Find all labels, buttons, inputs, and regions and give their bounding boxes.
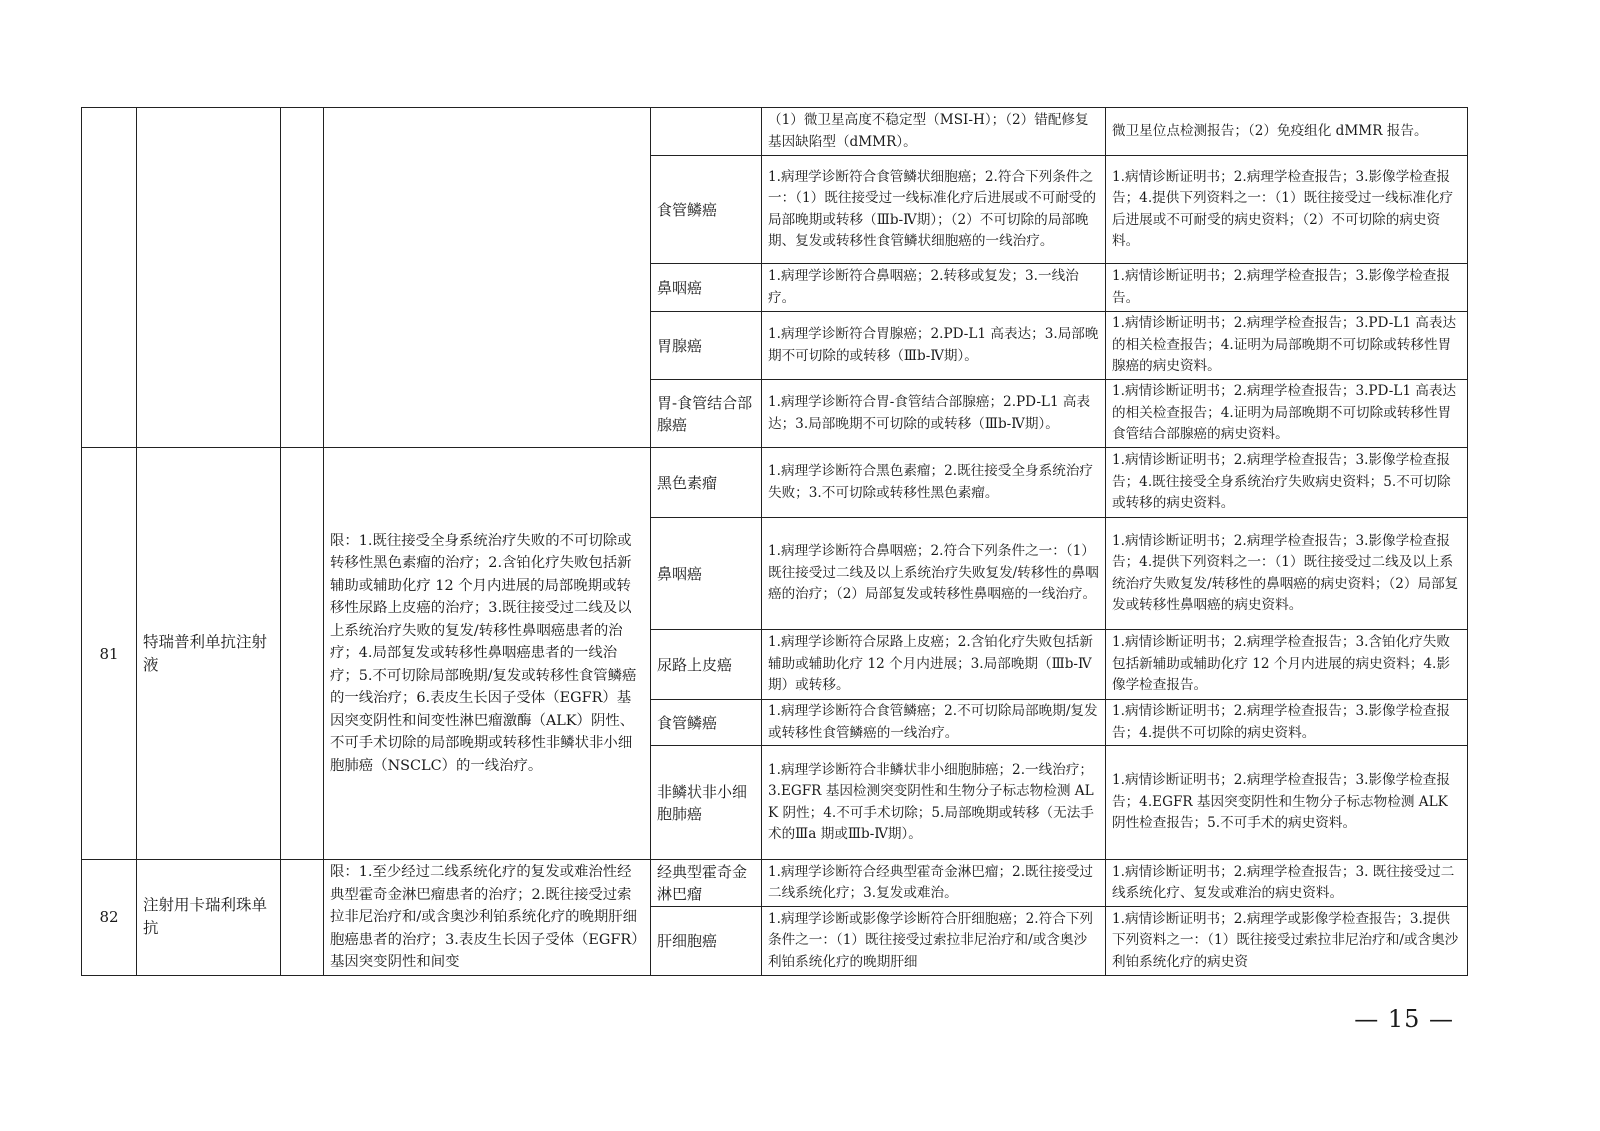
- blank-cell: [281, 448, 324, 860]
- condition-cell: 1.病理学诊断符合经典型霍奇金淋巴瘤；2.既往接受过二线系统化疗；3.复发或难治。: [762, 860, 1106, 907]
- blank-cell: [281, 108, 324, 448]
- documents-cell: 1.病情诊断证明书；2.病理学检查报告；3.PD-L1 高表达的相关检查报告；4.证明为局部晚期不可切除或转移性胃食管结合部腺癌的病史资料。: [1106, 380, 1468, 448]
- table-row: [82, 108, 1468, 156]
- drug-name-cell: 特瑞普利单抗注射液: [137, 448, 281, 860]
- disease-cell: 黑色素瘤: [651, 448, 762, 518]
- index-cell: [82, 108, 137, 448]
- documents-cell: 1.病情诊断证明书；2.病理学检查报告；3.PD-L1 高表达的相关检查报告；4.证明为局部晚期不可切除或转移性胃腺癌的病史资料。: [1106, 312, 1468, 380]
- condition-cell: 1.病理学诊断符合黑色素瘤；2.既往接受全身系统治疗失败；3.不可切除或转移性黑色素瘤。: [762, 448, 1106, 518]
- disease-cell: 鼻咽癌: [651, 264, 762, 312]
- condition-cell: 1.病理学诊断符合胃-食管结合部腺癌；2.PD-L1 高表达；3.局部晚期不可切除的或转移（Ⅲb-Ⅳ期）。: [762, 380, 1106, 448]
- disease-cell: 肝细胞癌: [651, 907, 762, 975]
- documents-cell: 微卫星位点检测报告；（2）免疫组化 dMMR 报告。: [1106, 108, 1468, 156]
- documents-cell: 1.病情诊断证明书；2.病理学检查报告；3.影像学检查报告；4.提供下列资料之一：（1）既往接受过一线标准化疗后进展或不可耐受的病史资料；（2）不可切除的病史资料。: [1106, 156, 1468, 264]
- disease-cell: 经典型霍奇金淋巴瘤: [651, 860, 762, 907]
- disease-cell: 尿路上皮癌: [651, 630, 762, 700]
- documents-cell: 1.病情诊断证明书；2.病理学检查报告；3.影像学检查报告；4.提供不可切除的病史资料。: [1106, 700, 1468, 746]
- index-cell: 82: [82, 860, 137, 976]
- condition-cell: 1.病理学诊断符合非鳞状非小细胞肺癌；2.一线治疗；3.EGFR 基因检测突变阴性和生物分子标志物检测 ALK 阴性；4.不可手术切除；5.局部晚期或转移（无法手术的Ⅲa 期或Ⅲb-Ⅳ期）。: [762, 746, 1106, 860]
- disease-cell: 食管鳞癌: [651, 700, 762, 746]
- drug-name-cell: [137, 108, 281, 448]
- condition-cell: 1.病理学诊断符合胃腺癌；2.PD-L1 高表达；3.局部晚期不可切除的或转移（Ⅲb-Ⅳ期）。: [762, 312, 1106, 380]
- drug-table: [81, 107, 1468, 976]
- disease-cell: 胃腺癌: [651, 312, 762, 380]
- disease-cell: 非鳞状非小细胞肺癌: [651, 746, 762, 860]
- blank-cell: [281, 860, 324, 976]
- documents-cell: 1.病情诊断证明书；2.病理学检查报告；3.影像学检查报告。: [1106, 264, 1468, 312]
- condition-cell: 1.病理学诊断符合尿路上皮癌；2.含铂化疗失败包括新辅助或辅助化疗 12 个月内进展；3.局部晚期（Ⅲb-Ⅳ期）或转移。: [762, 630, 1106, 700]
- condition-cell: 1.病理学诊断符合鼻咽癌；2.转移或复发；3.一线治疗。: [762, 264, 1106, 312]
- drug-name-cell: 注射用卡瑞利珠单抗: [137, 860, 281, 976]
- scope-cell: 限：1.既往接受全身系统治疗失败的不可切除或转移性黑色素瘤的治疗；2.含铂化疗失败包括新辅助或辅助化疗 12 个月内进展的局部晚期或转移性尿路上皮癌的治疗；3.既往接受过二线及以上系统治疗失败的复发/转移性鼻咽癌患者的治疗；4.局部复发或转移性鼻咽癌患者的一线治疗；5.不可切除局部晚期/复发或转移性食管鳞癌的一线治疗；6.表皮生长因子受体（EGFR）基因突变阴性和间变性淋巴瘤激酶（ALK）阴性、不可手术切除的局部晚期或转移性非鳞状非小细胞肺癌（NSCLC）的一线治疗。: [324, 448, 651, 860]
- documents-cell: 1.病情诊断证明书；2.病理学检查报告；3. 既往接受过二线系统化疗、复发或难治的病史资料。: [1106, 860, 1468, 907]
- condition-cell: 1.病理学诊断或影像学诊断符合肝细胞癌；2.符合下列条件之一：（1）既往接受过索拉非尼治疗和/或含奥沙利铂系统化疗的晚期肝细: [762, 907, 1106, 975]
- scope-cell: [324, 108, 651, 448]
- table-row: [82, 860, 1468, 907]
- documents-cell: 1.病情诊断证明书；2.病理学检查报告；3.含铂化疗失败包括新辅助或辅助化疗 12 个月内进展的病史资料；4.影像学检查报告。: [1106, 630, 1468, 700]
- documents-cell: 1.病情诊断证明书；2.病理学检查报告；3.影像学检查报告；4.既往接受全身系统治疗失败病史资料；5.不可切除或转移的病史资料。: [1106, 448, 1468, 518]
- disease-cell: 鼻咽癌: [651, 518, 762, 630]
- condition-cell: （1）微卫星高度不稳定型（MSI-H）；（2）错配修复基因缺陷型（dMMR）。: [762, 108, 1106, 156]
- page-number: — 15 —: [1354, 1005, 1454, 1033]
- condition-cell: 1.病理学诊断符合鼻咽癌；2.符合下列条件之一：（1）既往接受过二线及以上系统治疗失败复发/转移性的鼻咽癌的治疗；（2）局部复发或转移性鼻咽癌的一线治疗。: [762, 518, 1106, 630]
- disease-cell: 食管鳞癌: [651, 156, 762, 264]
- index-cell: 81: [82, 448, 137, 860]
- scope-cell: 限：1.至少经过二线系统化疗的复发或难治性经典型霍奇金淋巴瘤患者的治疗；2.既往接受过索拉非尼治疗和/或含奥沙利铂系统化疗的晚期肝细胞癌患者的治疗；3.表皮生长因子受体（EGFR）基因突变阴性和间变: [324, 860, 651, 976]
- documents-cell: 1.病情诊断证明书；2.病理学检查报告；3.影像学检查报告；4.EGFR 基因突变阴性和生物分子标志物检测 ALK 阴性检查报告；5.不可手术的病史资料。: [1106, 746, 1468, 860]
- documents-cell: 1.病情诊断证明书；2.病理学或影像学检查报告；3.提供下列资料之一：（1）既往接受过索拉非尼治疗和/或含奥沙利铂系统化疗的病史资: [1106, 907, 1468, 975]
- documents-cell: 1.病情诊断证明书；2.病理学检查报告；3.影像学检查报告；4.提供下列资料之一：（1）既往接受过二线及以上系统治疗失败复发/转移性的鼻咽癌的病史资料；（2）局部复发或转移性鼻咽癌的病史资料。: [1106, 518, 1468, 630]
- condition-cell: 1.病理学诊断符合食管鳞状细胞癌；2.符合下列条件之一：（1）既往接受过一线标准化疗后进展或不可耐受的局部晚期或转移（Ⅲb-Ⅳ期）；（2）不可切除的局部晚期、复发或转移性食管鳞状细胞癌的一线治疗。: [762, 156, 1106, 264]
- table-row: [82, 448, 1468, 518]
- condition-cell: 1.病理学诊断符合食管鳞癌；2.不可切除局部晚期/复发或转移性食管鳞癌的一线治疗。: [762, 700, 1106, 746]
- disease-cell: 胃-食管结合部腺癌: [651, 380, 762, 448]
- disease-cell: [651, 108, 762, 156]
